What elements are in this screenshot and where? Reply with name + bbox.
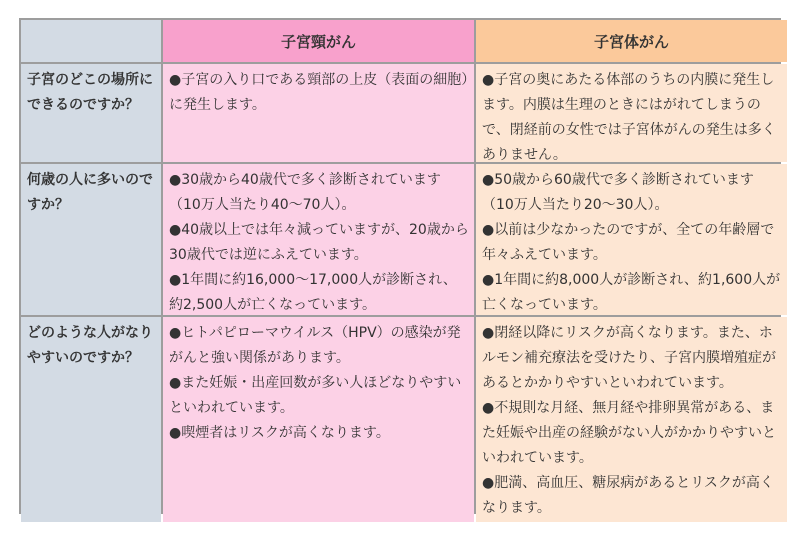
uterine-risk-item-2: ●不規則な月経、無月経や排卵異常がある、また妊娠や出産の経験がない人がかかりやすいといわれています。 [482, 400, 776, 466]
uterine-location-cell [476, 64, 787, 162]
question-location: 子宮のどこの場所にできるのですか？ [21, 64, 161, 162]
cervical-risk-item-2: ●また妊娠・出産回数が多い人ほどなりやすいといわれています。 [169, 375, 462, 416]
uterine-age-cell [476, 164, 787, 315]
cervical-location-cell [163, 64, 474, 162]
header-uterine-cancer: 子宮体がん [476, 20, 787, 62]
uterine-risk-item-3: ●肥満、高血圧、糖尿病があるとリスクが高くなります。 [482, 475, 774, 516]
uterine-risk-cell [476, 317, 787, 522]
cervical-age-item-3: ●1年間に約16,000～17,000人が診断され、約2,500人が亡くなっています。 [169, 272, 457, 313]
cervical-age-cell [163, 164, 474, 315]
uterine-age-item-2: ●以前は少なかったのですが、全ての年齢層で年々ふえています。 [482, 222, 775, 263]
question-age: 何歳の人に多いのですか？ [21, 164, 161, 315]
uterine-age-item-3: ●1年間に約8,000人が診断され、約1,600人が亡くなっています。 [482, 272, 781, 313]
cervical-risk-item-3: ●喫煙者はリスクが高くなります。 [169, 425, 390, 441]
cervical-location-item: ●子宮の入り口である頸部の上皮（表面の細胞）に発生します。 [169, 72, 469, 113]
cervical-risk-item-1: ●ヒトパピローマウイルス（HPV）の感染が発がんと強い関係があります。 [169, 325, 461, 366]
uterine-location-item: ●子宮の奥にあたる体部のうちの内膜に発生します。内膜は生理のときにはがれてしまうので、閉経前の女性では子宮体がんの発生は多くありません。 [482, 72, 776, 162]
uterine-risk-item-1: ●閉経以降にリスクが高くなります。また、ホルモン補充療法を受けたり、子宮内膜増殖症があるとかかりやすいといわれています。 [482, 325, 776, 391]
cervical-age-item-2: ●40歳以上では年々減っていますが、20歳から30歳代では逆にふえています。 [169, 222, 469, 263]
cervical-risk-cell [163, 317, 474, 522]
header-corner [21, 20, 161, 62]
header-cervical-cancer: 子宮頸がん [163, 20, 474, 62]
question-risk: どのような人がなりやすいのですか？ [21, 317, 161, 522]
cervical-age-item-1: ●30歳から40歳代で多く診断されています（10万人当たり40～70人）。 [169, 172, 441, 213]
uterine-age-item-1: ●50歳から60歳代で多く診断されています（10万人当たり20～30人）。 [482, 172, 754, 213]
comparison-table [19, 18, 781, 514]
